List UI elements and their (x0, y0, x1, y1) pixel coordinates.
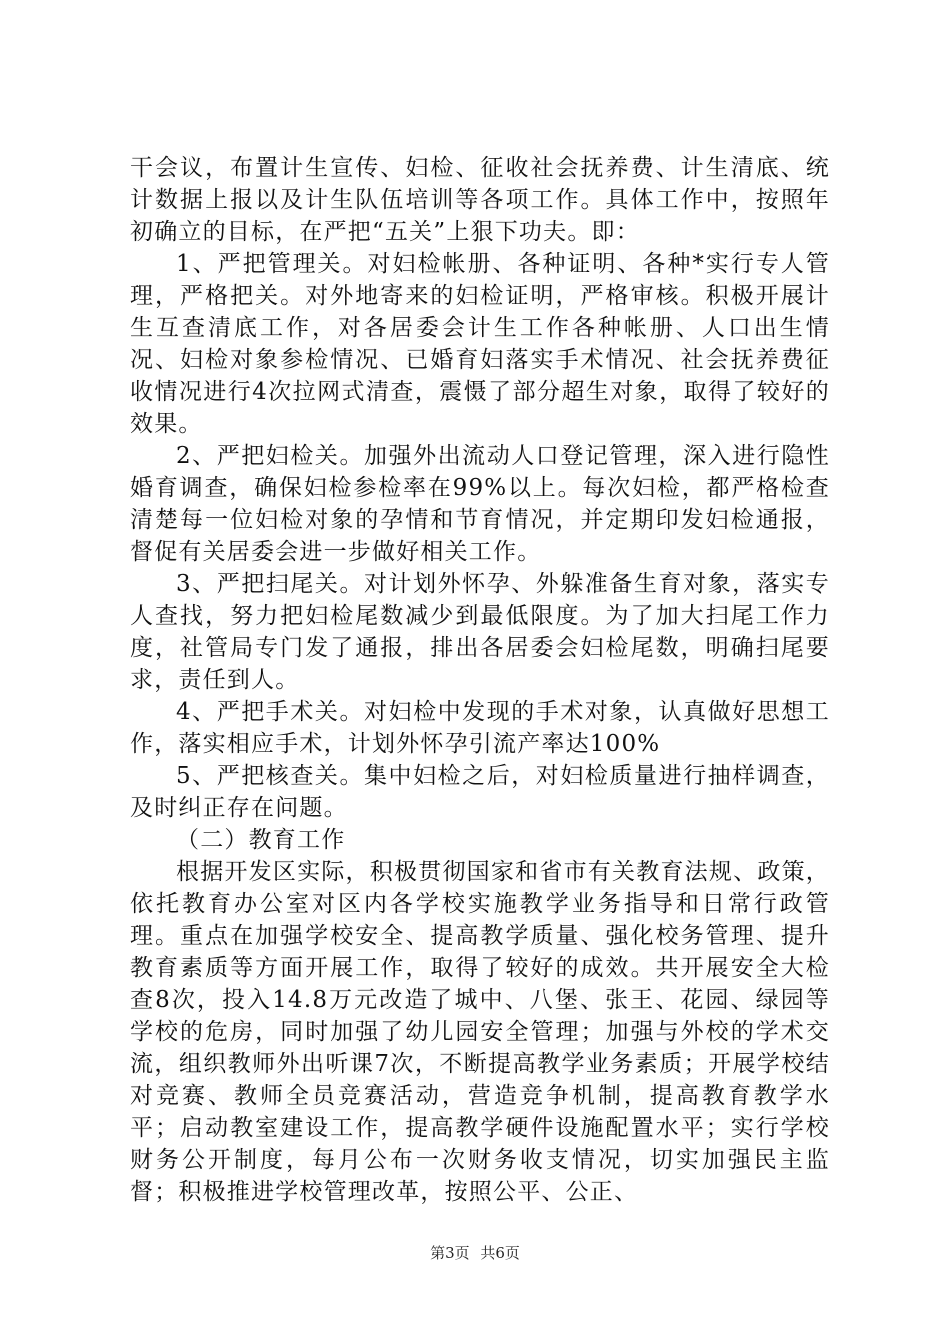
page-total: 共6页 (480, 1244, 520, 1262)
section-heading: （二）教育工作 (176, 827, 346, 853)
paragraph-intro: 干会议，布置计生宣传、妇检、征收社会抚养费、计生清底、统计数据上报以及计生队伍培训等各项工作。具体工作中，按照年初确立的目标，在严把“五关”上狠下功夫。即： (130, 155, 830, 245)
paragraph-item-4: 4、严把手术关。对妇检中发现的手术对象，认真做好思想工作，落实相应手术，计划外怀孕引流产率达100% (130, 699, 830, 757)
paragraph-item-3: 3、严把扫尾关。对计划外怀孕、外躲准备生育对象，落实专人查找，努力把妇检尾数减少到最低限度。为了加大扫尾工作力度，社管局专门发了通报，排出各居委会妇检尾数，明确扫尾要求，责任到人。 (130, 571, 830, 693)
page-footer (0, 1243, 950, 1263)
paragraph-item-1: 1、严把管理关。对妇检帐册、各种证明、各种*实行专人管理，严格把关。对外地寄来的妇检证明，严格审核。积极开展计生互查清底工作，对各居委会计生工作各种帐册、人口出生情况、妇检对象参检情况、已婚育妇落实手术情况、社会抚养费征收情况进行4次拉网式清查，震慑了部分超生对象，取得了较好的效果。 (130, 251, 830, 437)
paragraph-item-2: 2、严把妇检关。加强外出流动人口登记管理，深入进行隐性婚育调查，确保妇检参检率在99%以上。每次妇检，都严格检查清楚每一位妇检对象的孕情和节育情况，并定期印发妇检通报，督促有关居委会进一步做好相关工作。 (130, 443, 830, 565)
paragraph-education: 根据开发区实际，积极贯彻国家和省市有关教育法规、政策，依托教育办公室对区内各学校实施教学业务指导和日常行政管理。重点在加强学校安全、提高教学质量、强化校务管理、提升教育素质等方面开展工作，取得了较好的成效。共开展安全大检查8次，投入14.8万元改造了城中、八堡、张王、花园、绿园等学校的危房，同时加强了幼儿园安全管理；加强与外校的学术交流，组织教师外出听课7次，不断提高教学业务素质；开展学校结对竞赛、教师全员竞赛活动，营造竞争机制，提高教育教学水平；启动教室建设工作，提高教学硬件设施配置水平；实行学校财务公开制度，每月公布一次财务收支情况，切实加强民主监督；积极推进学校管理改革，按照公平、公正、 (130, 859, 830, 1205)
document-body (130, 152, 830, 1208)
paragraph-item-5: 5、严把核查关。集中妇检之后，对妇检质量进行抽样调查，及时纠正存在问题。 (130, 763, 830, 821)
page-number: 第3页 (430, 1244, 470, 1262)
